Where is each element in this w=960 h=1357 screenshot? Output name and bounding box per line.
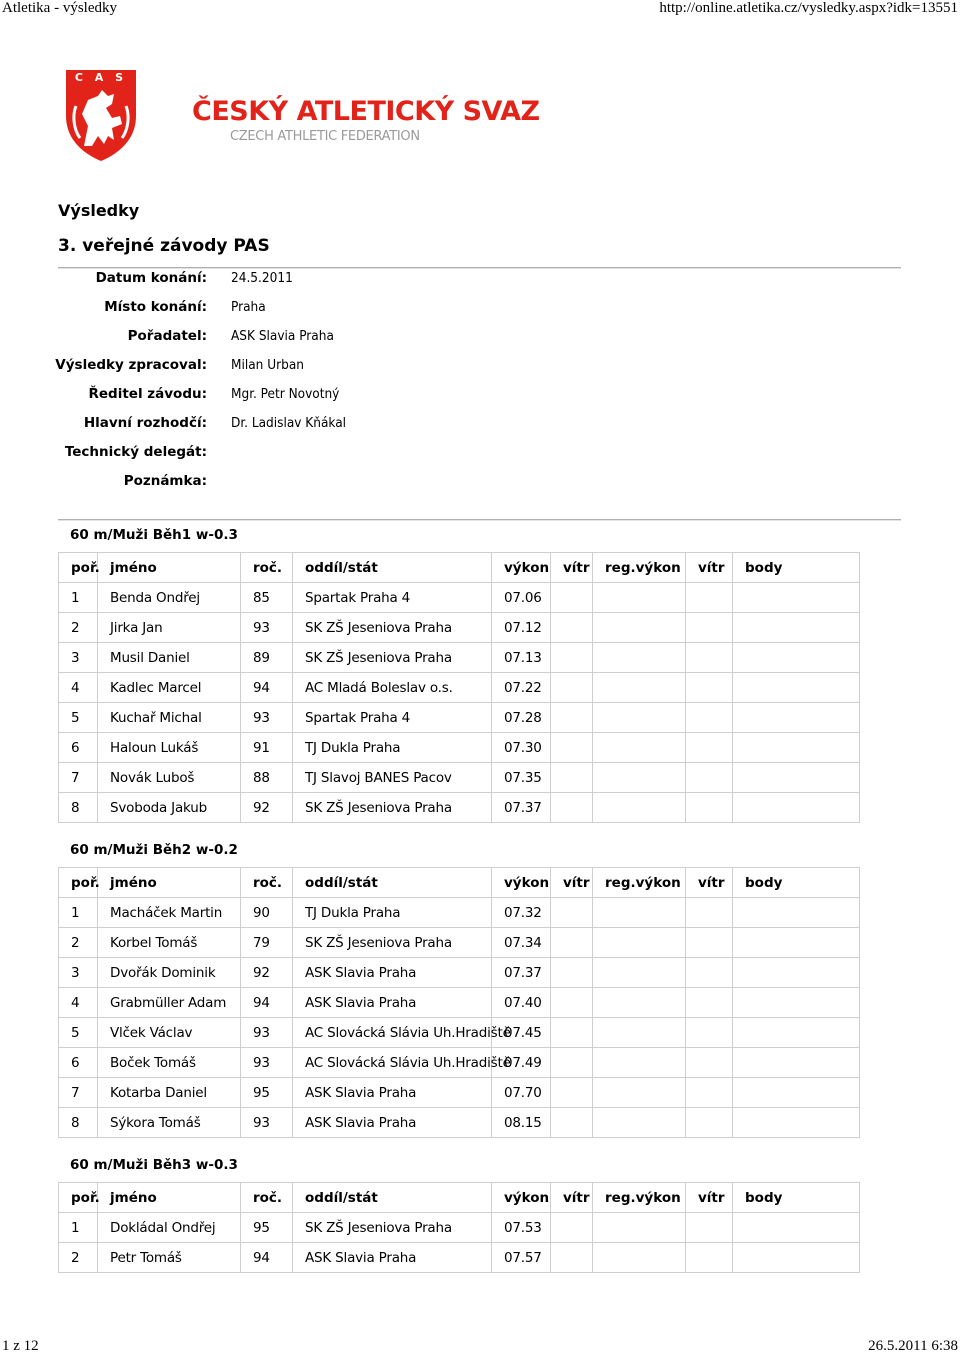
results-heading: Výsledky (58, 201, 140, 220)
table-cell (733, 763, 860, 793)
table-cell (733, 958, 860, 988)
table-cell: 07.57 (492, 1243, 551, 1273)
table-cell: 92 (241, 958, 293, 988)
column-header: poř. (59, 553, 98, 583)
table-cell (593, 928, 686, 958)
table-cell: Haloun Lukáš (98, 733, 241, 763)
table-row (59, 793, 860, 823)
table-cell: 07.06 (492, 583, 551, 613)
column-header: vítr (551, 553, 593, 583)
table-cell: ASK Slavia Praha (293, 1243, 492, 1273)
table-cell: 93 (241, 1018, 293, 1048)
column-header: body (733, 868, 860, 898)
table-cell (686, 583, 733, 613)
table-cell (733, 733, 860, 763)
table-cell: 85 (241, 583, 293, 613)
table-cell: 8 (59, 1108, 98, 1138)
info-value: Mgr. Petr Novotný (231, 386, 340, 402)
column-header: výkon (492, 1183, 551, 1213)
table-cell: 1 (59, 1213, 98, 1243)
column-header: vítr (551, 1183, 593, 1213)
info-label: Hlavní rozhodčí: (83, 415, 207, 431)
print-datetime: 26.5.2011 6:38 (868, 1338, 958, 1354)
table-cell: ASK Slavia Praha (293, 958, 492, 988)
table-cell (733, 673, 860, 703)
table-cell: 90 (241, 898, 293, 928)
column-header: roč. (241, 1183, 293, 1213)
race-title: 60 m/Muži Běh3 w-0.3 (70, 1157, 238, 1173)
table-cell (593, 613, 686, 643)
table-cell: TJ Slavoj BANES Pacov (293, 763, 492, 793)
table-cell: 07.53 (492, 1213, 551, 1243)
table-cell: Korbel Tomáš (98, 928, 241, 958)
table-cell (686, 928, 733, 958)
table-cell (686, 763, 733, 793)
table-cell: 07.35 (492, 763, 551, 793)
table-cell (593, 673, 686, 703)
table-cell (686, 1018, 733, 1048)
table-cell: 07.28 (492, 703, 551, 733)
table-cell (686, 673, 733, 703)
print-url: http://online.atletika.cz/vysledky.aspx?idk=13551 (659, 0, 958, 16)
table-cell (593, 583, 686, 613)
table-cell (686, 988, 733, 1018)
table-row (59, 898, 860, 928)
table-cell: 07.12 (492, 613, 551, 643)
table-cell: SK ZŠ Jeseniova Praha (293, 793, 492, 823)
table-cell: 94 (241, 1243, 293, 1273)
results-table (58, 867, 860, 1138)
column-header: poř. (59, 1183, 98, 1213)
race-title: 60 m/Muži Běh1 w-0.3 (70, 527, 238, 543)
table-cell: Novák Luboš (98, 763, 241, 793)
table-row (59, 733, 860, 763)
table-header-row (59, 553, 860, 583)
table-header-row (59, 868, 860, 898)
table-cell: 07.13 (492, 643, 551, 673)
table-cell: 93 (241, 703, 293, 733)
table-cell: 07.70 (492, 1078, 551, 1108)
table-cell (551, 958, 593, 988)
table-cell (733, 1048, 860, 1078)
table-cell (733, 643, 860, 673)
table-header-row (59, 1183, 860, 1213)
table-row (59, 1213, 860, 1243)
table-cell: Petr Tomáš (98, 1243, 241, 1273)
info-label: Ředitel závodu: (88, 386, 207, 402)
table-cell (733, 703, 860, 733)
table-cell: 6 (59, 733, 98, 763)
column-header: vítr (686, 1183, 733, 1213)
table-cell (686, 958, 733, 988)
divider (58, 519, 901, 521)
table-cell: 91 (241, 733, 293, 763)
table-cell (551, 583, 593, 613)
info-label: Pořadatel: (127, 328, 207, 344)
table-row (59, 988, 860, 1018)
results-table (58, 1182, 860, 1273)
table-cell (593, 958, 686, 988)
table-cell: 89 (241, 643, 293, 673)
table-cell: 07.40 (492, 988, 551, 1018)
table-cell: ASK Slavia Praha (293, 1078, 492, 1108)
table-cell: Svoboda Jakub (98, 793, 241, 823)
table-row (59, 928, 860, 958)
table-cell: 5 (59, 1018, 98, 1048)
table-cell: Dokládal Ondřej (98, 1213, 241, 1243)
table-cell (593, 1108, 686, 1138)
info-label: Místo konání: (104, 299, 207, 315)
column-header: poř. (59, 868, 98, 898)
column-header: jméno (98, 553, 241, 583)
table-cell: 79 (241, 928, 293, 958)
event-title: 3. veřejné závody PAS (58, 236, 270, 256)
divider (58, 267, 901, 269)
info-label: Poznámka: (123, 473, 207, 489)
table-cell (733, 1243, 860, 1273)
table-row (59, 643, 860, 673)
table-cell: 2 (59, 1243, 98, 1273)
table-cell (551, 1078, 593, 1108)
table-cell (593, 703, 686, 733)
table-cell: 07.37 (492, 793, 551, 823)
table-cell (733, 988, 860, 1018)
table-cell: Kadlec Marcel (98, 673, 241, 703)
table-cell (551, 673, 593, 703)
column-header: vítr (551, 868, 593, 898)
table-cell: 4 (59, 988, 98, 1018)
table-cell: Musil Daniel (98, 643, 241, 673)
table-cell: AC Slovácká Slávia Uh.Hradiště (293, 1018, 492, 1048)
table-cell (551, 1048, 593, 1078)
table-cell (686, 733, 733, 763)
info-value: Milan Urban (231, 357, 304, 373)
cas-lion-seal-icon (62, 66, 140, 162)
table-cell (686, 613, 733, 643)
info-label: Datum konání: (95, 270, 207, 286)
table-row (59, 1108, 860, 1138)
table-cell: TJ Dukla Praha (293, 898, 492, 928)
table-cell (686, 1048, 733, 1078)
table-row (59, 1018, 860, 1048)
table-cell (593, 643, 686, 673)
table-cell: 07.30 (492, 733, 551, 763)
table-cell: 07.22 (492, 673, 551, 703)
table-cell (551, 1213, 593, 1243)
table-cell: AC Mladá Boleslav o.s. (293, 673, 492, 703)
table-cell: Vlček Václav (98, 1018, 241, 1048)
table-cell (733, 1078, 860, 1108)
federation-subtitle: CZECH ATHLETIC FEDERATION (230, 129, 420, 144)
table-row (59, 1078, 860, 1108)
table-cell (686, 1078, 733, 1108)
table-cell (733, 583, 860, 613)
table-cell (733, 1213, 860, 1243)
table-cell: SK ZŠ Jeseniova Praha (293, 1213, 492, 1243)
table-row (59, 763, 860, 793)
table-cell (551, 703, 593, 733)
info-label: Technický delegát: (64, 444, 207, 460)
table-cell (733, 793, 860, 823)
table-cell: Spartak Praha 4 (293, 703, 492, 733)
column-header: jméno (98, 1183, 241, 1213)
column-header: body (733, 553, 860, 583)
table-cell: Sýkora Tomáš (98, 1108, 241, 1138)
table-row (59, 703, 860, 733)
table-cell: Macháček Martin (98, 898, 241, 928)
table-cell (593, 1078, 686, 1108)
info-value: 24.5.2011 (231, 270, 293, 286)
print-title: Atletika - výsledky (2, 0, 117, 16)
table-cell: Spartak Praha 4 (293, 583, 492, 613)
table-cell (733, 613, 860, 643)
table-cell: 88 (241, 763, 293, 793)
page-number: 1 z 12 (2, 1338, 39, 1354)
table-cell (733, 1108, 860, 1138)
table-cell (593, 1243, 686, 1273)
info-value: Praha (231, 299, 266, 315)
table-row (59, 613, 860, 643)
column-header: roč. (241, 868, 293, 898)
table-cell: 1 (59, 583, 98, 613)
column-header: vítr (686, 553, 733, 583)
table-cell: 08.15 (492, 1108, 551, 1138)
table-cell: AC Slovácká Slávia Uh.Hradiště (293, 1048, 492, 1078)
table-cell (593, 763, 686, 793)
column-header: oddíl/stát (293, 1183, 492, 1213)
table-cell (686, 703, 733, 733)
table-cell (551, 763, 593, 793)
column-header: reg.výkon (593, 1183, 686, 1213)
table-cell: 95 (241, 1213, 293, 1243)
results-table (58, 552, 860, 823)
table-cell: 07.49 (492, 1048, 551, 1078)
table-cell: 94 (241, 673, 293, 703)
table-cell: 5 (59, 703, 98, 733)
table-cell: SK ZŠ Jeseniova Praha (293, 613, 492, 643)
table-cell (551, 613, 593, 643)
table-cell: 2 (59, 928, 98, 958)
table-row (59, 1048, 860, 1078)
table-cell (686, 1213, 733, 1243)
table-cell (551, 733, 593, 763)
table-cell: 2 (59, 613, 98, 643)
table-cell: Kotarba Daniel (98, 1078, 241, 1108)
table-cell: 6 (59, 1048, 98, 1078)
table-cell (593, 988, 686, 1018)
table-cell: ASK Slavia Praha (293, 988, 492, 1018)
table-cell (551, 793, 593, 823)
table-cell (733, 1018, 860, 1048)
table-cell (551, 1108, 593, 1138)
column-header: výkon (492, 553, 551, 583)
table-cell: Grabmüller Adam (98, 988, 241, 1018)
table-cell: 3 (59, 643, 98, 673)
table-cell: 94 (241, 988, 293, 1018)
table-cell (551, 988, 593, 1018)
table-cell: 93 (241, 1108, 293, 1138)
table-cell (593, 898, 686, 928)
info-value: Dr. Ladislav Kňákal (231, 415, 347, 431)
table-cell (551, 643, 593, 673)
table-cell (686, 643, 733, 673)
column-header: reg.výkon (593, 553, 686, 583)
table-cell: 07.45 (492, 1018, 551, 1048)
table-cell: Jirka Jan (98, 613, 241, 643)
table-cell: 7 (59, 763, 98, 793)
table-cell: 07.37 (492, 958, 551, 988)
table-cell (686, 1108, 733, 1138)
column-header: body (733, 1183, 860, 1213)
column-header: vítr (686, 868, 733, 898)
column-header: roč. (241, 553, 293, 583)
federation-name: ČESKÝ ATLETICKÝ SVAZ (192, 96, 540, 127)
table-cell: ASK Slavia Praha (293, 1108, 492, 1138)
table-cell: 93 (241, 1048, 293, 1078)
table-cell: 95 (241, 1078, 293, 1108)
table-cell: 92 (241, 793, 293, 823)
column-header: jméno (98, 868, 241, 898)
column-header: výkon (492, 868, 551, 898)
print-header (0, 0, 960, 22)
table-row (59, 583, 860, 613)
table-row (59, 1243, 860, 1273)
table-cell (733, 898, 860, 928)
table-cell: 07.34 (492, 928, 551, 958)
column-header: reg.výkon (593, 868, 686, 898)
table-cell (593, 793, 686, 823)
table-cell: 1 (59, 898, 98, 928)
table-cell: Dvořák Dominik (98, 958, 241, 988)
table-cell (733, 928, 860, 958)
column-header: oddíl/stát (293, 868, 492, 898)
table-row (59, 958, 860, 988)
table-cell: 93 (241, 613, 293, 643)
column-header: oddíl/stát (293, 553, 492, 583)
table-cell: 4 (59, 673, 98, 703)
table-cell: SK ZŠ Jeseniova Praha (293, 928, 492, 958)
table-cell (551, 928, 593, 958)
table-cell: Kuchař Michal (98, 703, 241, 733)
table-cell: Benda Ondřej (98, 583, 241, 613)
table-cell (686, 1243, 733, 1273)
table-cell (551, 898, 593, 928)
table-cell (686, 898, 733, 928)
cas-logo (62, 66, 540, 166)
table-cell (593, 1048, 686, 1078)
info-value: ASK Slavia Praha (231, 328, 334, 344)
table-cell (593, 1213, 686, 1243)
table-cell (551, 1018, 593, 1048)
table-cell: TJ Dukla Praha (293, 733, 492, 763)
table-cell (593, 733, 686, 763)
table-cell: SK ZŠ Jeseniova Praha (293, 643, 492, 673)
info-label: Výsledky zpracoval: (55, 357, 207, 373)
table-cell: 07.32 (492, 898, 551, 928)
table-cell: 7 (59, 1078, 98, 1108)
table-cell: Boček Tomáš (98, 1048, 241, 1078)
table-cell (593, 1018, 686, 1048)
table-row (59, 673, 860, 703)
table-cell (686, 793, 733, 823)
table-cell: 3 (59, 958, 98, 988)
table-cell: 8 (59, 793, 98, 823)
race-title: 60 m/Muži Běh2 w-0.2 (70, 842, 238, 858)
svg-text:C A S: C A S (74, 71, 128, 84)
table-cell (551, 1243, 593, 1273)
